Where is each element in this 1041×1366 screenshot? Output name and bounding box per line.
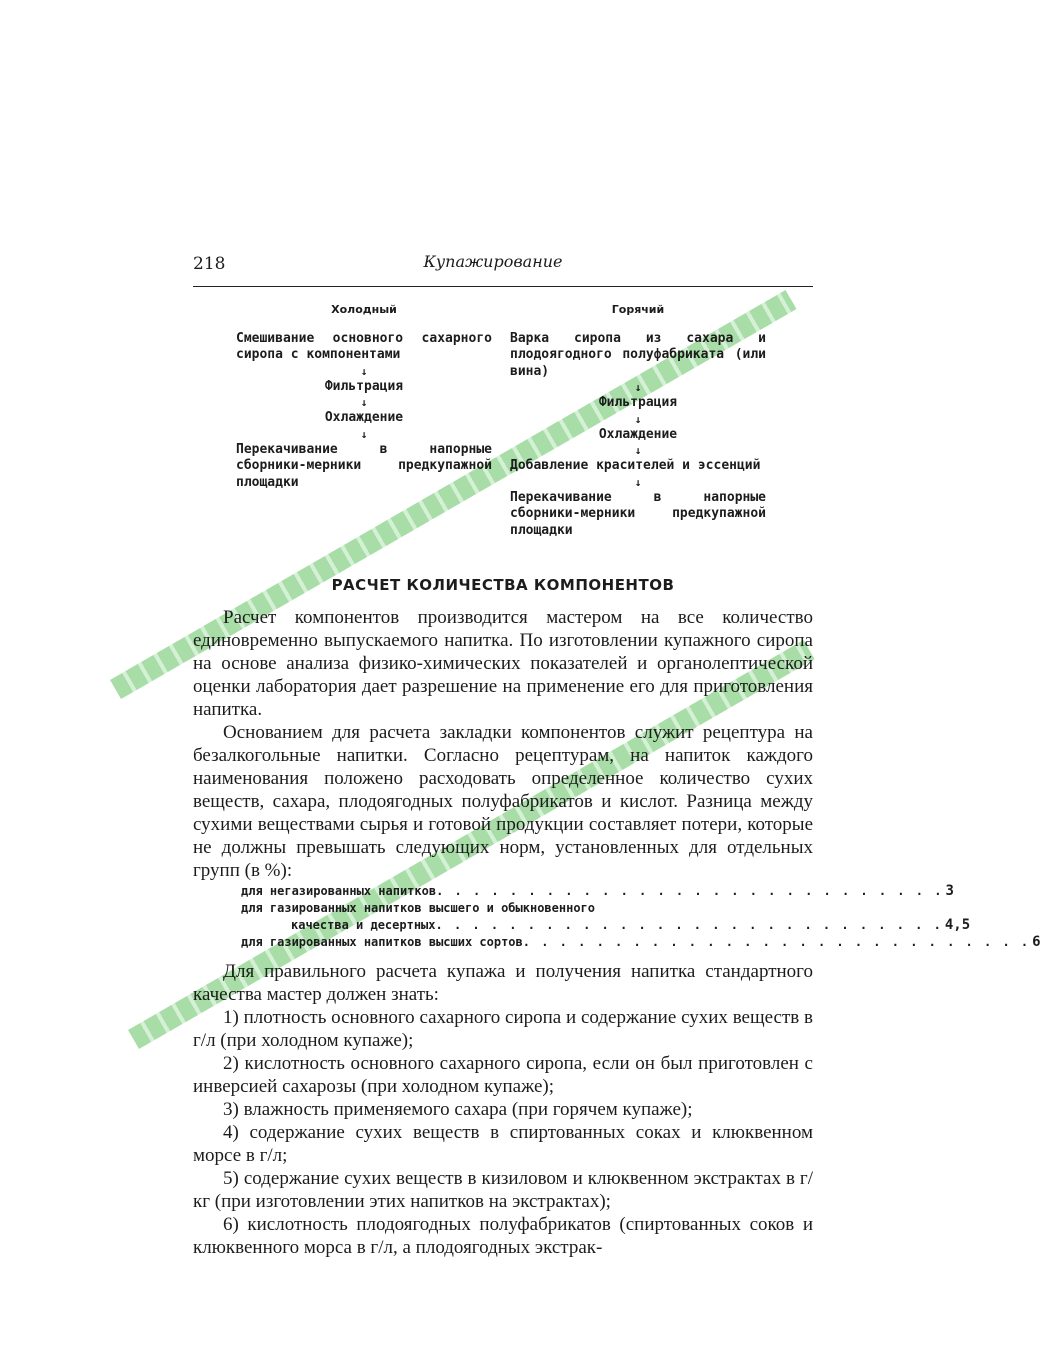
paragraph: Для правильного расчета купажа и получения напитка стандартного качества мастер должен знать:	[193, 961, 813, 1005]
list-item: 3) влажность применяемого сахара (при горячем купаже);	[223, 1099, 693, 1120]
scheme-hot-step: Перекачивание в напорные сборники-мерники предкупажной площадки	[510, 489, 766, 538]
body-paragraphs-top	[193, 606, 813, 882]
scheme-hot-title: Горячий	[611, 303, 665, 316]
norm-row	[241, 883, 954, 900]
running-title: Купажирование	[423, 252, 563, 271]
down-arrow-icon: ↓	[360, 396, 368, 409]
norm-label: для негазированных напитков	[241, 884, 437, 898]
down-arrow-icon: ↓	[634, 475, 642, 489]
norm-row	[241, 917, 971, 934]
norm-value: 3	[945, 883, 954, 899]
header-rule	[193, 286, 813, 287]
norm-row	[241, 934, 1041, 951]
down-arrow-icon: ↓	[634, 412, 642, 426]
down-arrow-icon: ↓	[634, 444, 642, 457]
norm-value: 6	[1032, 934, 1041, 950]
section-title: РАСЧЕТ КОЛИЧЕСТВА КОМПОНЕНТОВ	[331, 576, 675, 594]
body-paragraphs-bottom	[193, 960, 813, 1259]
scheme-cold-column	[236, 302, 492, 491]
dot-leader: . . . . . . . . . . . . . . . . . . . . . . . . . . . .	[436, 884, 944, 898]
norm-value: 4,5	[944, 917, 971, 933]
scheme-cold-step: Перекачивание в напорные сборники-мерники предкупажной площадки	[236, 441, 492, 490]
norm-label-continued: качества и десертных	[291, 918, 436, 932]
list-item: 6) кислотность плодоягодных полуфабрикатов (спиртованных соков и клюквенного морса в г/л, а плодоягодных экстрак-	[193, 1214, 813, 1258]
scheme-cold-title: Холодный	[331, 303, 397, 316]
norm-row	[241, 900, 756, 917]
scheme-hot-column	[510, 302, 766, 539]
page-number: 218	[193, 254, 226, 274]
dot-leader: . . . . . . . . . . . . . . . . . . . . . . . . . . . .	[522, 935, 1031, 949]
scheme-hot-step: Варка сиропа из сахара и плодоягодного полуфабриката (или вина)	[510, 330, 766, 379]
scheme-cold-step: Смешивание основного сахарного сиропа с компонентами	[236, 330, 492, 362]
down-arrow-icon: ↓	[634, 381, 642, 394]
list-item: 2) кислотность основного сахарного сиропа, если он был приготовлен с инверсией сахарозы (при холодном купаже);	[193, 1053, 813, 1097]
loss-norms-list	[241, 883, 1041, 951]
scheme-hot-step: Добавление красителей и эссенций	[510, 458, 761, 473]
list-item: 1) плотность основного сахарного сиропа и содержание сухих веществ в г/л (при холодном купаже);	[193, 1007, 813, 1051]
scheme-hot-step: Фильтрация	[598, 395, 678, 410]
page-header	[193, 252, 813, 282]
paragraph: Основанием для расчета закладки компонентов служит рецептура на безалкогольные напитки. Согласно рецептурам, на напиток каждого наименования положено расходовать определенное количество сухих веществ, сахара, плодоягодных полуфабрикатов и кислот. Разница между сухими веществами сырья и готовой продукции составляет потери, которые не должны превышать следующих норм, установленных для отдельных групп (в %):	[193, 722, 813, 881]
norm-label: для газированных напитков высших сортов	[241, 935, 523, 949]
dot-leader: . . . . . . . . . . . . . . . . . . . . . . . . . . . .	[435, 918, 943, 932]
list-item: 5) содержание сухих веществ в кизиловом и клюквенном экстрактах в г/кг (при изготовлении этих напитков на экстрактах);	[193, 1168, 813, 1212]
scheme-cold-step: Фильтрация	[324, 378, 404, 394]
down-arrow-icon: ↓	[360, 427, 368, 441]
list-item: 4) содержание сухих веществ в спиртованных соках и клюквенном морсе в г/л;	[193, 1122, 813, 1166]
scheme-hot-step: Охлаждение	[598, 426, 678, 442]
norm-label: для газированных напитков высшего и обыкновенного	[241, 901, 596, 915]
down-arrow-icon: ↓	[360, 364, 368, 378]
scheme-cold-step: Охлаждение	[324, 410, 404, 425]
paragraph: Расчет компонентов производится мастером на все количество единовременно выпускаемого напитка. По изготовлении купажного сиропа на основе анализа физико-химических показателей и органолептической оценки лаборатория дает разрешение на применение его для приготовления напитка.	[193, 607, 813, 720]
